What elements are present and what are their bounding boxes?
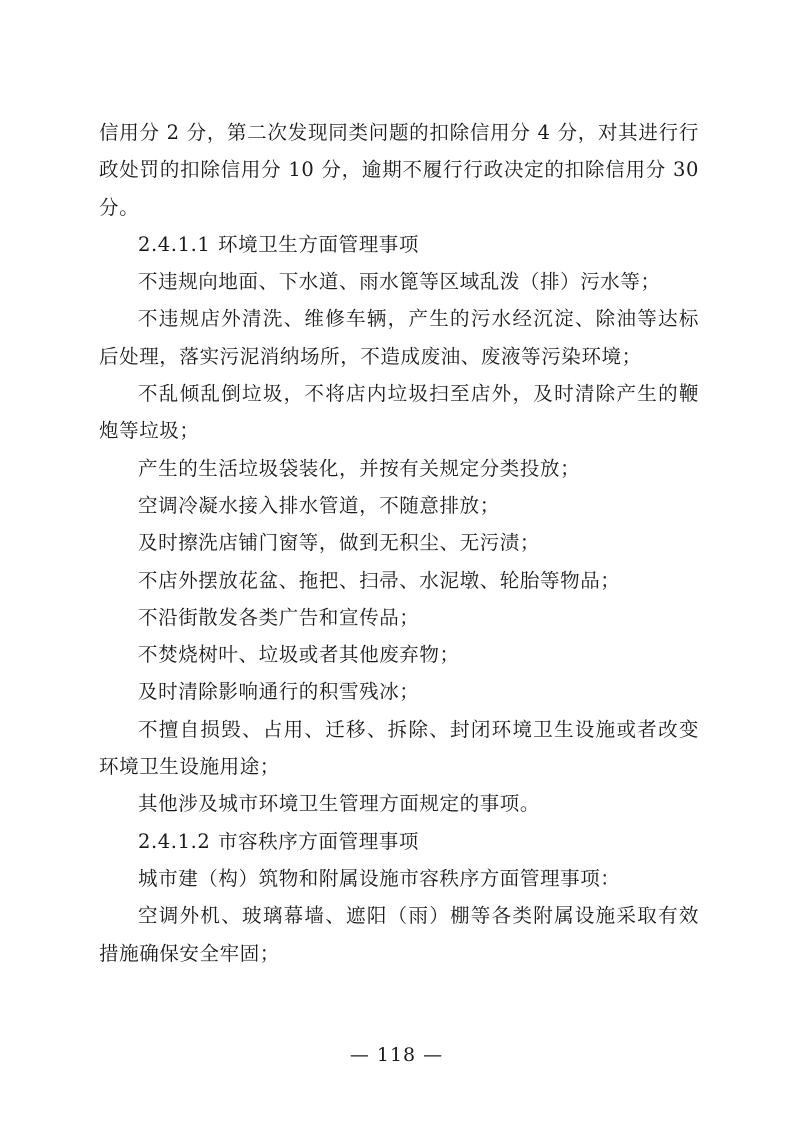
paragraph: 其他涉及城市环境卫生管理方面规定的事项。 — [138, 792, 541, 816]
paragraph: 空调冷凝水接入排水管道，不随意排放； — [138, 493, 500, 517]
section-number: 2.4.1.1 — [138, 232, 211, 256]
paragraph: 不乱倾乱倒垃圾，不将店内垃圾扫至店外，及时清除产生的鞭炮等垃圾； — [99, 382, 699, 443]
section-heading — [99, 226, 699, 263]
paragraph: 不擅自损毁、占用、迁移、拆除、封闭环境卫生设施或者改变环境卫生设施用途； — [99, 717, 699, 779]
paragraph: 不沿街散发各类广告和宣传品； — [138, 605, 420, 629]
document-body — [99, 114, 699, 972]
paragraph: 城市建（构）筑物和附属设施市容秩序方面管理事项： — [138, 866, 621, 890]
section-title: 市容秩序方面管理事项 — [218, 829, 420, 853]
paragraph: 及时擦洗店铺门窗等，做到无积尘、无污渍； — [138, 531, 541, 555]
section-number: 2.4.1.2 — [138, 829, 211, 853]
paragraph: 不店外摆放花盆、拖把、扫帚、水泥墩、轮胎等物品； — [138, 568, 621, 592]
page-number: — 118 — — [349, 1044, 444, 1066]
paragraph: 及时清除影响通行的积雪残冰； — [138, 680, 420, 704]
paragraph: 信用分 2 分，第二次发现同类问题的扣除信用分 4 分，对其进行行政处罚的扣除信用分 10 分，逾期不履行行政决定的扣除信用分 30 分。 — [99, 121, 699, 219]
paragraph: 不焚烧树叶、垃圾或者其他废弃物； — [138, 643, 460, 667]
paragraph: 不违规店外清洗、维修车辆，产生的污水经沉淀、除油等达标后处理，落实污泥消纳场所，不造成废油、废液等污染环境； — [99, 307, 699, 368]
paragraph: 产生的生活垃圾袋装化，并按有关规定分类投放； — [138, 456, 581, 480]
paragraph: 空调外机、玻璃幕墙、遮阳（雨）棚等各类附属设施采取有效措施确保安全牢固； — [99, 904, 699, 965]
section-heading — [99, 823, 699, 860]
paragraph: 不违规向地面、下水道、雨水篦等区域乱泼（排）污水等； — [138, 270, 661, 294]
section-title: 环境卫生方面管理事项 — [218, 232, 420, 256]
